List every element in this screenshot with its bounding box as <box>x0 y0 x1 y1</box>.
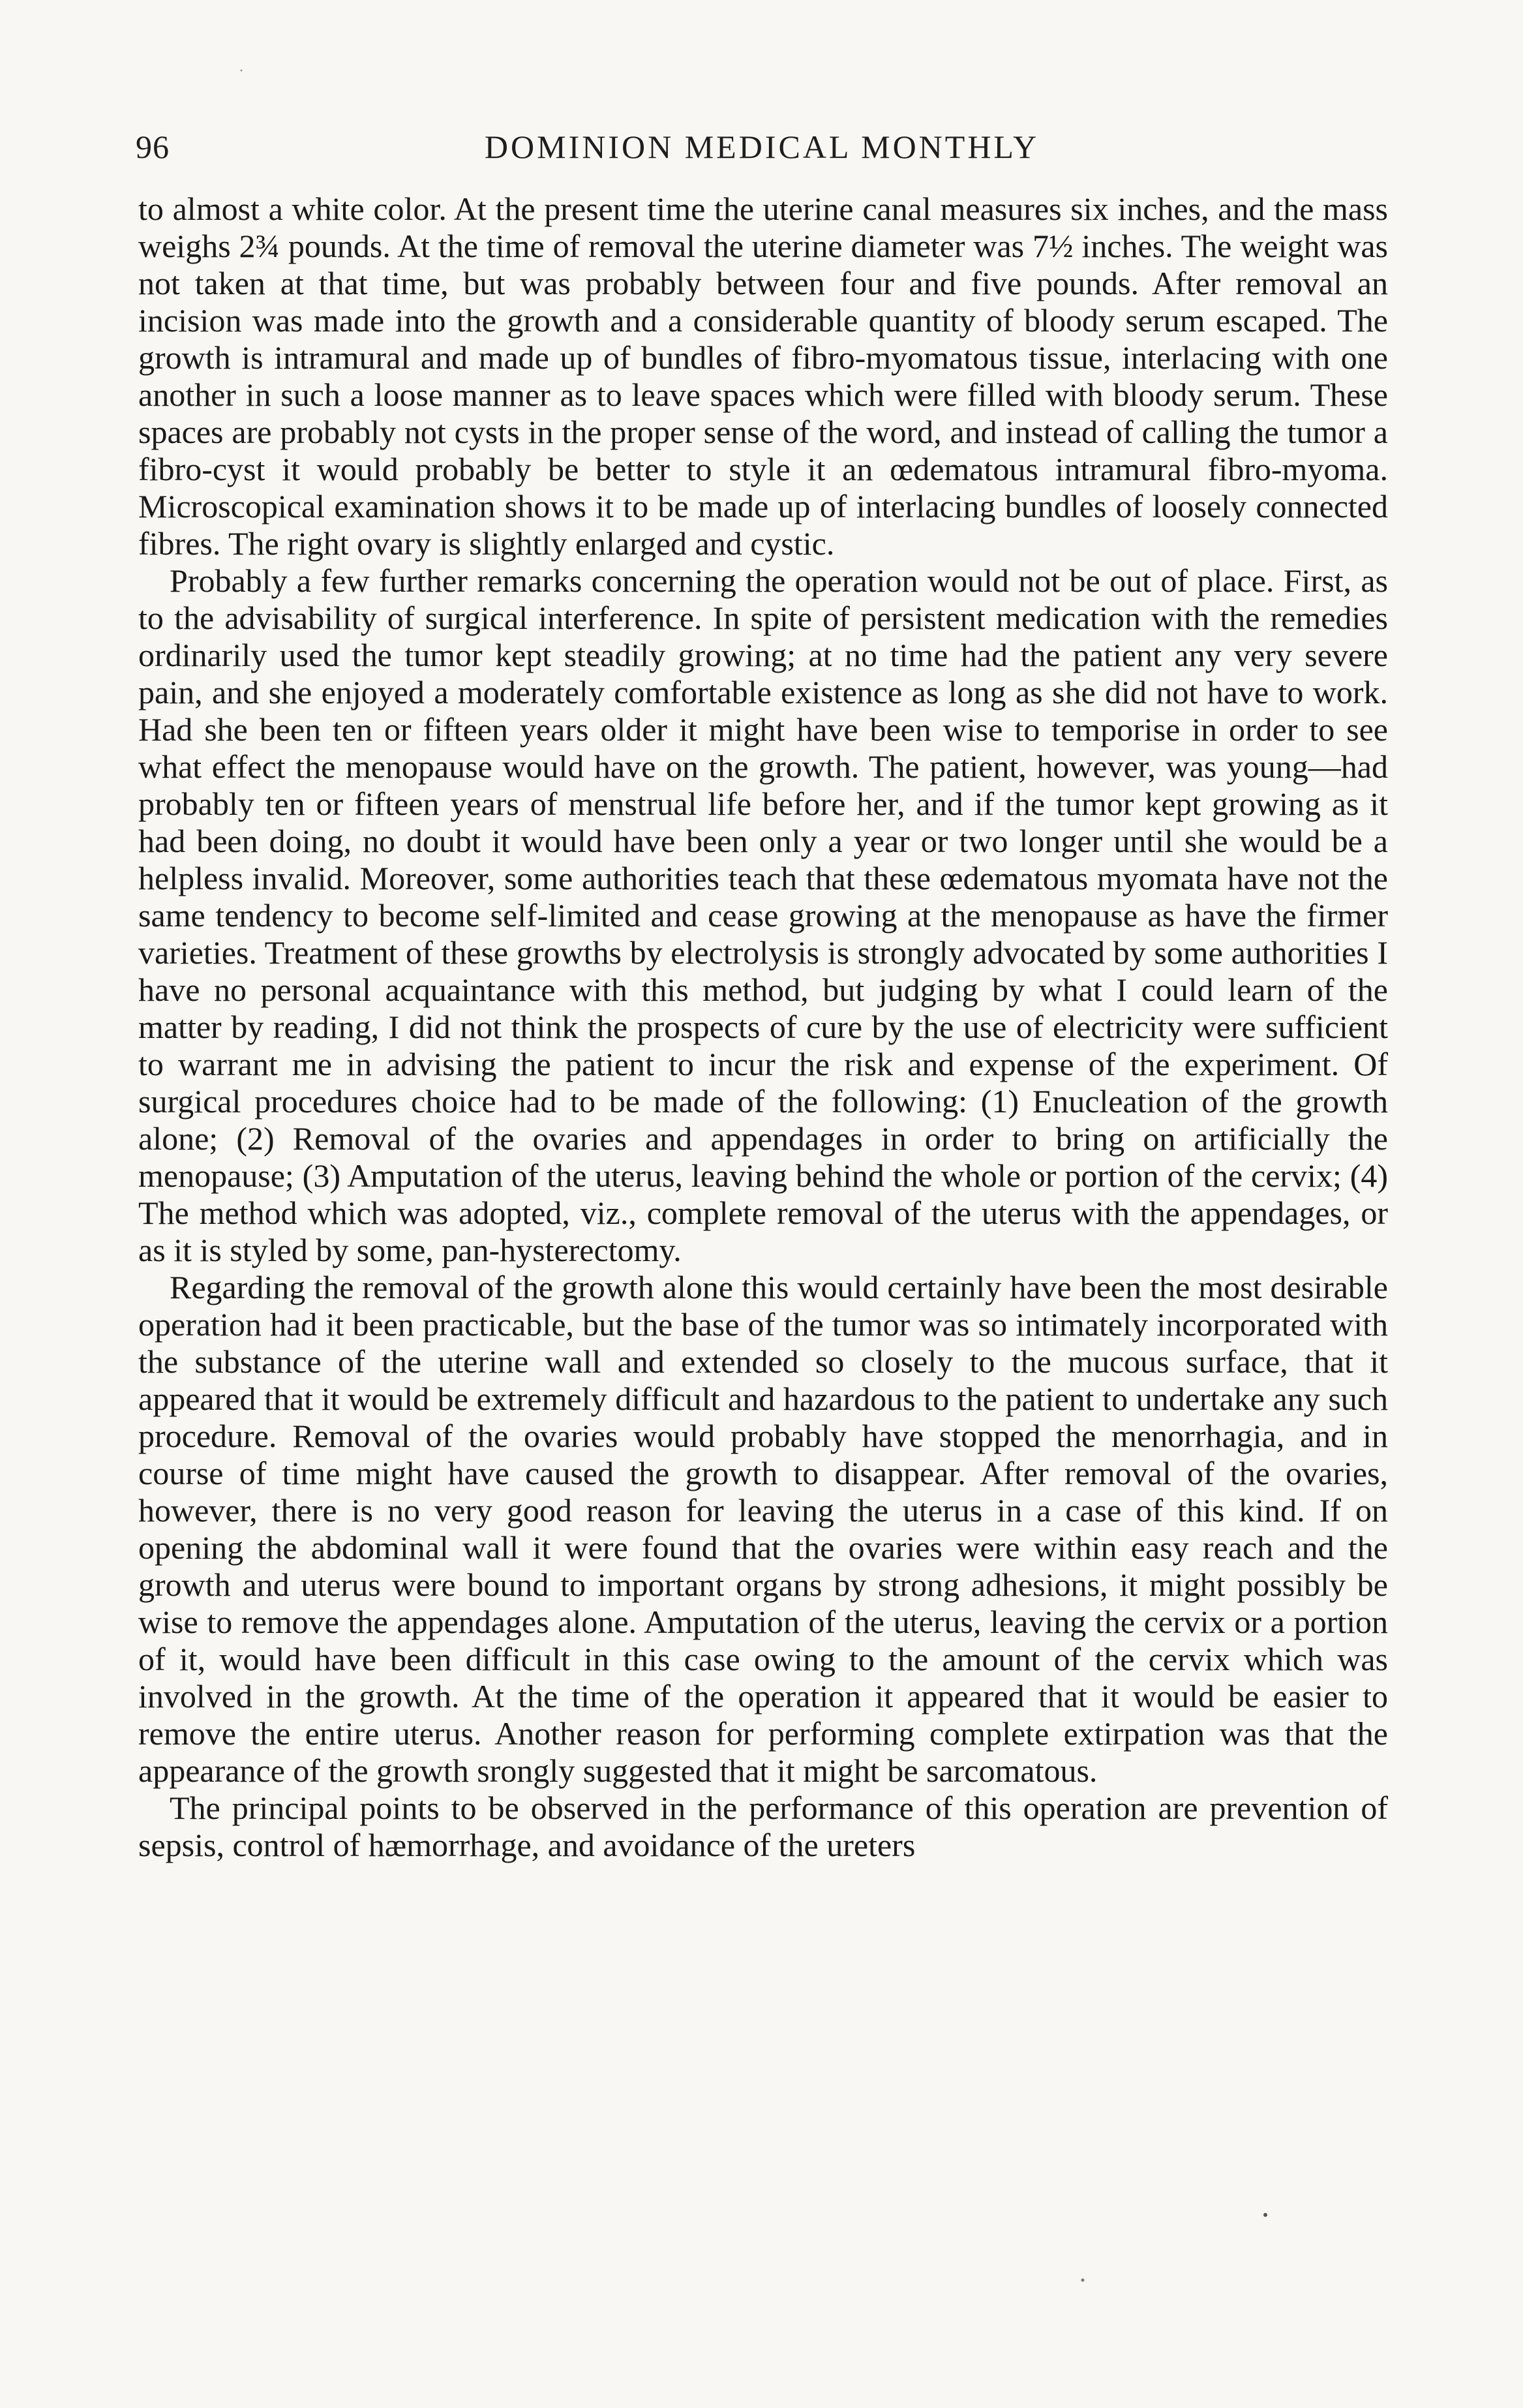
paragraph-principal-points: The principal points to be observed in the performance of this operation are prevention of sepsis, control of hæmorrhage, and avoidance of the ureters <box>138 1790 1388 1863</box>
running-head: DOMINION MEDICAL MONTHLY <box>484 129 1040 165</box>
speck-mark <box>1081 2279 1085 2282</box>
article-body <box>138 191 1388 1864</box>
paragraph-removal-of-growth: Regarding the removal of the growth alone this would certainly have been the most desirable operation had it been practicable, but the base of the tumor was so intimately incorporated with the substance of the uterine wall and extended so closely to the mucous surface, that it appeared that it would be extremely difficult and hazardous to the patient to undertake any such procedure. Removal of the ovaries would probably have stopped the menorrhagia, and in course of time might have caused the growth to disappear. After removal of the ovaries, however, there is no very good reason for leaving the uterus in a case of this kind. If on opening the abdominal wall it were found that the ovaries were within easy reach and the growth and uterus were bound to important organs by strong adhesions, it might possibly be wise to remove the appendages alone. Amputation of the uterus, leaving the cervix or a portion of it, would have been difficult in this case owing to the amount of the cervix which was involved in the growth. At the time of the operation it appeared that it would be easier to remove the entire uterus. Another reason for performing complete extirpation was that the appearance of the growth srongly suggested that it might be sarcomatous. <box>138 1269 1388 1789</box>
paragraph-continuation: to almost a white color. At the present time the uterine canal measures six inches, and the mass weighs 2¾ pounds. At the time of removal the uterine diameter was 7½ inches. The weight was not taken at that time, but was probably between four and five pounds. After removal an incision was made into the growth and a considerable quantity of bloody serum escaped. The growth is intramural and made up of bundles of fibro-myomatous tissue, interlacing with one another in such a loose manner as to leave spaces which were filled with bloody serum. These spaces are probably not cysts in the proper sense of the word, and instead of calling the tumor a fibro-cyst it would probably be better to style it an œdematous intramural fibro-myoma. Microscopical examination shows it to be made up of interlacing bundles of loosely connected fibres. The right ovary is slightly enlarged and cystic. <box>138 191 1388 562</box>
page-header <box>136 128 1388 174</box>
speck-mark <box>1263 2213 1267 2217</box>
paragraph-operation-remarks: Probably a few further remarks concerning the operation would not be out of place. First, as to the advisability of surgical interference. In spite of persistent medication with the remedies ordinarily used the tumor kept steadily growing; at no time had the patient any very severe pain, and she enjoyed a moderately comfortable existence as long as she did not have to work. Had she been ten or fifteen years older it might have been wise to temporise in order to see what effect the menopause would have on the growth. The patient, however, was young—had probably ten or fifteen years of menstrual life before her, and if the tumor kept growing as it had been doing, no doubt it would have been only a year or two longer until she would be a helpless invalid. Moreover, some authorities teach that these œdematous myomata have not the same tendency to become self-limited and cease growing at the menopause as have the firmer varieties. Treatment of these growths by electrolysis is strongly advocated by some authorities I have no personal acquaintance with this method, but judging by what I could learn of the matter by reading, I did not think the prospects of cure by the use of electricity were sufficient to warrant me in advising the patient to incur the risk and expense of the experiment. Of surgical procedures choice had to be made of the following: (1) Enucleation of the growth alone; (2) Removal of the ovaries and appendages in order to bring on artificially the menopause; (3) Amputation of the uterus, leaving behind the whole or portion of the cervix; (4) The method which was adopted, viz., complete removal of the uterus with the appendages, or as it is styled by some, pan-hysterectomy. <box>138 562 1388 1268</box>
page-number: 96 <box>136 129 170 165</box>
speck-mark <box>241 70 243 72</box>
